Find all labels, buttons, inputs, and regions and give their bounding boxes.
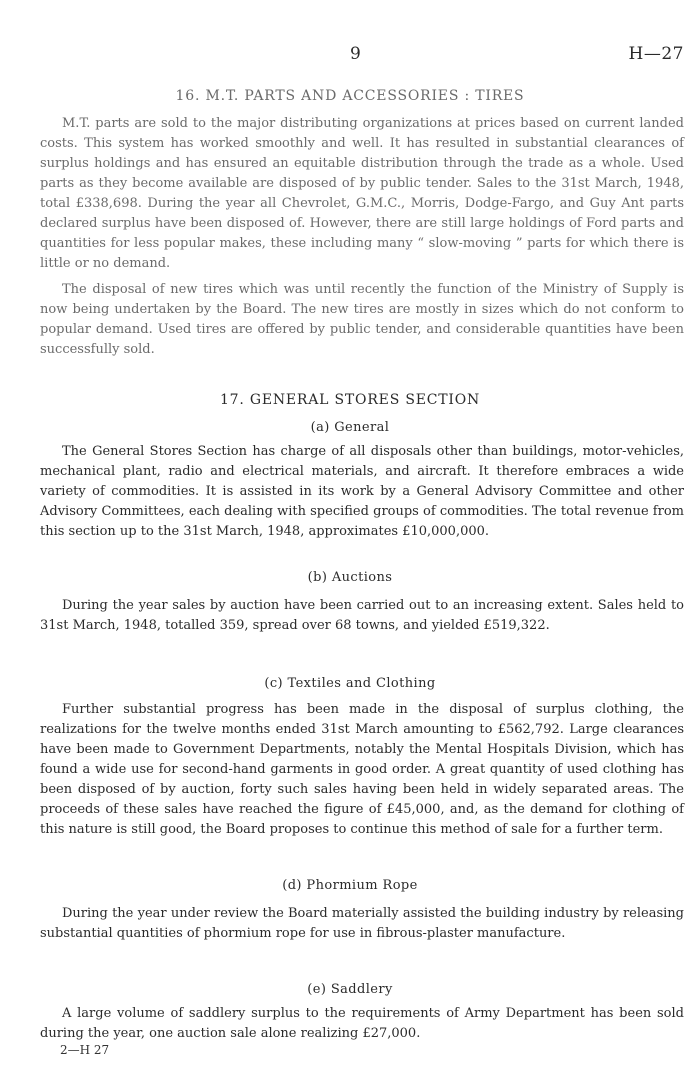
auctions-paragraph: During the year sales by auction have been carried out to an increasing extent. Sales held to 31st March, 1948, totalled 359, spread over 68 towns, and yielded £519,322. <box>40 598 684 633</box>
textiles-paragraph: Further substantial progress has been made in the disposal of surplus clothing, the realizations for the twelve months ended 31st March amounting to £562,792. Large clearances have been made to Government Departments, notably the Mental Hospitals Division, which has found a wide use for second-hand garments in good order. A great quantity of used clothing has been disposed of by auction, forty such sales having been held in widely separated areas. The proceeds of these sales have reached the figure of £45,000, and, as the demand for clothing of this nature is still good, the Board proposes to continue this method of sale for a further term. <box>40 702 684 837</box>
general-heading: (a) General <box>310 420 390 435</box>
printer-signature: 2—H 27 <box>60 1043 110 1057</box>
page-number: 9 <box>350 44 361 64</box>
textiles-heading: (c) Textiles and Clothing <box>264 676 436 691</box>
phormium-paragraph: During the year under review the Board materially assisted the building industry by releasing substantial quantities of phormium rope for use in fibrous-plaster manufacture. <box>40 906 684 941</box>
section-16-paragraph-2: The disposal of new tires which was until recently the function of the Ministry of Supply is now being undertaken by the Board. The new tires are mostly in sizes which do not conform to popular demand. Used tires are offered by public tender, and considerable quantities have been successfully sold. <box>40 282 684 357</box>
section-16-paragraph-1: M.T. parts are sold to the major distributing organizations at prices based on current landed costs. This system has worked smoothly and well. It has resulted in substantial clearances of surplus holdings and has ensured an equitable distribution through the trade as a whole. Used parts as they become available are disposed of by public tender. Sales to the 31st March, 1948, total £338,698. During the year all Chevrolet, G.M.C., Morris, Dodge-Fargo, and Guy Ant parts declared surplus have been disposed of. However, there are still large holdings of Ford parts and quantities for less popular makes, these including many “ slow-moving ” parts for which there is little or no demand. <box>40 116 684 271</box>
document-reference: H—27 <box>628 44 684 64</box>
section-16-title: 16. M.T. PARTS AND ACCESSORIES : TIRES <box>175 88 525 104</box>
section-17-title: 17. GENERAL STORES SECTION <box>219 392 481 408</box>
phormium-heading: (d) Phormium Rope <box>282 878 418 893</box>
general-paragraph: The General Stores Section has charge of all disposals other than buildings, motor-vehicles, mechanical plant, radio and electrical materials, and aircraft. It therefore embraces a wide variety of commodities. It is assisted in its work by a General Advisory Committee and other Advisory Committees, each dealing with specified groups of commodities. The total revenue from this section up to the 31st March, 1948, approximates £10,000,000. <box>40 444 684 539</box>
auctions-heading: (b) Auctions <box>307 570 393 585</box>
saddlery-paragraph: A large volume of saddlery surplus to the requirements of Army Department has been sold during the year, one auction sale alone realizing £27,000. <box>40 1006 684 1041</box>
saddlery-heading: (e) Saddlery <box>307 982 393 997</box>
